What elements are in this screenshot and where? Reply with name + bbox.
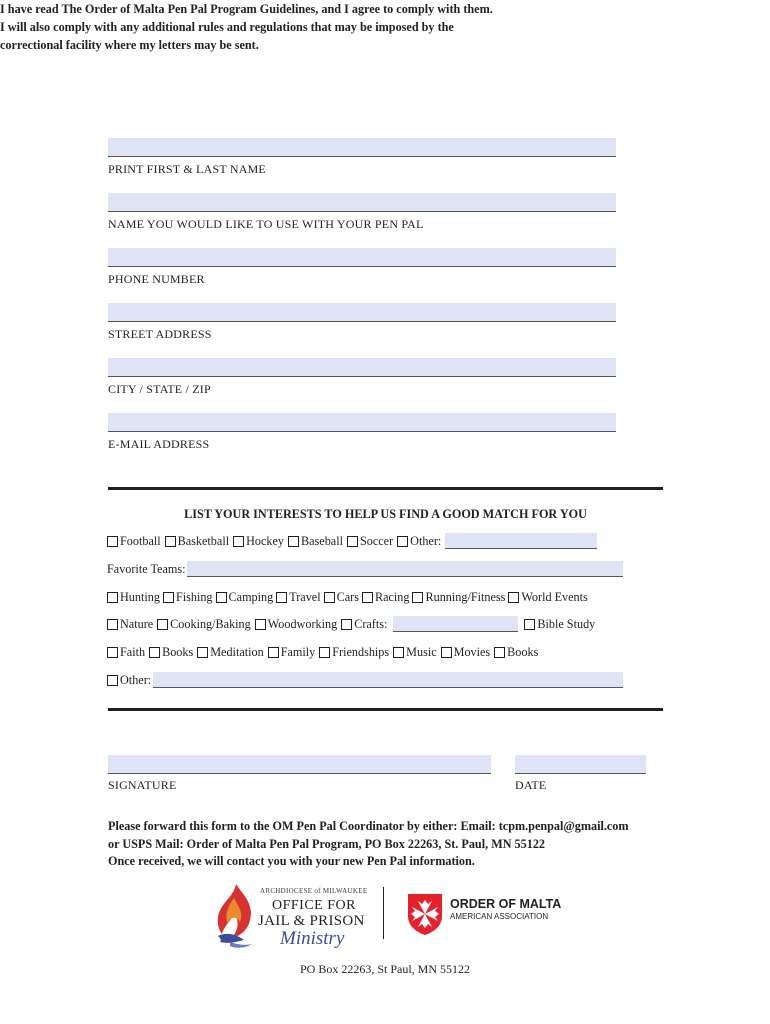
faith-label: Faith <box>120 644 146 659</box>
american-association-text: AMERICAN ASSOCIATION <box>450 912 549 921</box>
interest-option <box>107 590 160 605</box>
field-underline <box>108 773 491 774</box>
full-name-label: PRINT FIRST & LAST NAME <box>108 162 266 176</box>
interest-option <box>524 617 595 632</box>
email-input[interactable] <box>108 413 616 431</box>
field-underline <box>108 266 616 267</box>
friendships-checkbox[interactable] <box>319 647 330 658</box>
interest-option <box>157 617 251 632</box>
signature-field[interactable] <box>108 755 491 773</box>
travel-checkbox[interactable] <box>276 592 287 603</box>
other-interest-input[interactable] <box>153 672 623 688</box>
interest-option <box>319 645 389 660</box>
racing-label: Racing <box>374 589 410 604</box>
interest-option <box>107 617 153 632</box>
field-underline <box>108 431 616 432</box>
city-state-zip-label: CITY / STATE / ZIP <box>108 382 211 396</box>
nature-label: Nature <box>120 616 154 631</box>
interest-option <box>412 590 505 605</box>
other-sport-checkbox[interactable] <box>397 536 408 547</box>
sports-row <box>107 532 597 550</box>
date-field[interactable] <box>515 755 646 773</box>
family-label: Family <box>280 644 316 659</box>
interest-option <box>508 590 587 605</box>
interest-option <box>494 645 538 660</box>
phone-input[interactable] <box>108 248 616 266</box>
flame-dove-icon <box>210 882 262 950</box>
pen-pal-name-input[interactable] <box>108 193 616 211</box>
interest-option <box>255 617 337 632</box>
interest-option <box>441 645 491 660</box>
camping-label: Camping <box>228 589 274 604</box>
meditation-checkbox[interactable] <box>197 647 208 658</box>
woodworking-label: Woodworking <box>267 616 338 631</box>
date-label: DATE <box>515 778 547 792</box>
field-underline <box>108 156 616 157</box>
running-fitness-label: Running/Fitness <box>425 589 506 604</box>
soccer-checkbox[interactable] <box>347 536 358 547</box>
movies-checkbox[interactable] <box>441 647 452 658</box>
fishing-checkbox[interactable] <box>163 592 174 603</box>
soccer-label: Soccer <box>359 533 394 548</box>
interest-option <box>324 590 359 605</box>
logo-divider <box>383 887 384 939</box>
crafts-checkbox[interactable] <box>341 619 352 630</box>
cars-label: Cars <box>336 589 359 604</box>
order-of-malta-logo <box>406 892 566 938</box>
movies-label: Movies <box>453 644 491 659</box>
music-label: Music <box>406 644 437 659</box>
jail-prison-text: JAIL & PRISON <box>258 913 365 929</box>
interest-option <box>268 645 316 660</box>
bible-study-label: Bible Study <box>537 616 596 631</box>
signature-label: SIGNATURE <box>108 778 177 792</box>
books-2-checkbox[interactable] <box>494 647 505 658</box>
agreement-line: I have read The Order of Malta Pen Pal Program Guidelines, and I agree to comply with them. <box>0 2 493 16</box>
order-of-malta-text: ORDER OF MALTA <box>450 897 562 911</box>
woodworking-checkbox[interactable] <box>255 619 266 630</box>
crafts-input[interactable] <box>393 616 518 632</box>
other-label: Other: <box>120 672 152 687</box>
interest-option <box>397 534 441 549</box>
books-checkbox[interactable] <box>149 647 160 658</box>
hockey-checkbox[interactable] <box>233 536 244 547</box>
cooking-baking-checkbox[interactable] <box>157 619 168 630</box>
hunting-label: Hunting <box>120 589 160 604</box>
books-label: Books <box>162 644 194 659</box>
office-for-text: OFFICE FOR <box>272 898 356 913</box>
football-label: Football <box>120 533 161 548</box>
field-underline <box>108 376 616 377</box>
maltese-cross-shield-icon <box>406 892 444 936</box>
racing-checkbox[interactable] <box>362 592 373 603</box>
other-sport-label: Other: <box>410 533 442 548</box>
hunting-checkbox[interactable] <box>107 592 118 603</box>
interest-option <box>341 617 387 632</box>
other-checkbox[interactable] <box>107 675 118 686</box>
fishing-label: Fishing <box>175 589 213 604</box>
phone-label: PHONE NUMBER <box>108 272 205 286</box>
nature-checkbox[interactable] <box>107 619 118 630</box>
favorite-teams-input[interactable] <box>187 561 623 577</box>
instruction-line: or USPS Mail: Order of Malta Pen Pal Program, PO Box 22263, St. Paul, MN 55122 <box>108 836 546 851</box>
field-underline <box>108 321 616 322</box>
archdiocese-text: ARCHDIOCESE of MILWAUKEE <box>260 887 368 895</box>
section-divider <box>108 487 663 490</box>
cooking-baking-label: Cooking/Baking <box>170 616 251 631</box>
favorite-teams-label: Favorite Teams: <box>107 561 186 576</box>
interest-option <box>216 590 274 605</box>
baseball-checkbox[interactable] <box>288 536 299 547</box>
football-checkbox[interactable] <box>107 536 118 547</box>
books-2-label: Books <box>507 644 539 659</box>
favorite-teams-row <box>107 560 623 578</box>
footer-address: PO Box 22263, St Paul, MN 55122 <box>299 962 471 976</box>
interests-heading: LIST YOUR INTERESTS TO HELP US FIND A GOOD MATCH FOR YOU <box>184 507 587 521</box>
other-row <box>107 671 623 689</box>
field-underline <box>515 773 646 774</box>
basketball-label: Basketball <box>177 533 230 548</box>
interest-option <box>393 645 436 660</box>
interest-option <box>163 590 213 605</box>
cars-checkbox[interactable] <box>324 592 335 603</box>
interest-option <box>149 645 193 660</box>
agreement-paragraph <box>0 0 560 54</box>
interest-option <box>165 534 229 549</box>
field-underline <box>108 211 616 212</box>
bible-study-checkbox[interactable] <box>524 619 535 630</box>
agreement-line: I will also comply with any additional rules and regulations that may be imposed by the <box>0 20 454 34</box>
agreement-line: correctional facility where my letters may be sent. <box>0 38 259 52</box>
meditation-label: Meditation <box>210 644 264 659</box>
world-events-label: World Events <box>521 589 588 604</box>
faith-checkbox[interactable] <box>107 647 118 658</box>
friendships-label: Friendships <box>332 644 390 659</box>
crafts-label: Crafts: <box>354 616 388 631</box>
music-checkbox[interactable] <box>393 647 404 658</box>
interest-option <box>107 673 151 688</box>
city-state-zip-input[interactable] <box>108 358 616 376</box>
section-divider <box>108 708 663 711</box>
baseball-label: Baseball <box>301 533 343 548</box>
instruction-line: Please forward this form to the OM Pen Pal Coordinator by either: Email: tcpm.penpal@gmail.com <box>108 819 629 833</box>
instruction-line: Once received, we will contact you with your new Pen Pal information. <box>108 854 475 868</box>
hobbies-row <box>107 615 595 633</box>
camping-checkbox[interactable] <box>216 592 227 603</box>
ministry-text: Ministry <box>280 928 345 949</box>
pen-pal-name-label: NAME YOU WOULD LIKE TO USE WITH YOUR PEN PAL <box>108 217 424 231</box>
street-address-input[interactable] <box>108 303 616 321</box>
activities-row <box>107 588 588 606</box>
interest-option <box>276 590 320 605</box>
leisure-row <box>107 643 538 661</box>
hockey-label: Hockey <box>246 533 284 548</box>
family-checkbox[interactable] <box>268 647 279 658</box>
running-fitness-checkbox[interactable] <box>412 592 423 603</box>
interest-option <box>197 645 263 660</box>
interest-option <box>347 534 393 549</box>
interest-option <box>107 534 161 549</box>
world-events-checkbox[interactable] <box>508 592 519 603</box>
email-label: E-MAIL ADDRESS <box>108 437 210 451</box>
submission-instructions <box>108 818 629 871</box>
interest-option <box>362 590 410 605</box>
basketball-checkbox[interactable] <box>165 536 176 547</box>
other-sport-input[interactable] <box>445 533 597 549</box>
full-name-input[interactable] <box>108 138 616 156</box>
travel-label: Travel <box>289 589 321 604</box>
jail-prison-ministry-logo <box>210 882 375 952</box>
interest-option <box>288 534 343 549</box>
interest-option <box>107 645 145 660</box>
street-address-label: STREET ADDRESS <box>108 327 212 341</box>
interest-option <box>233 534 284 549</box>
